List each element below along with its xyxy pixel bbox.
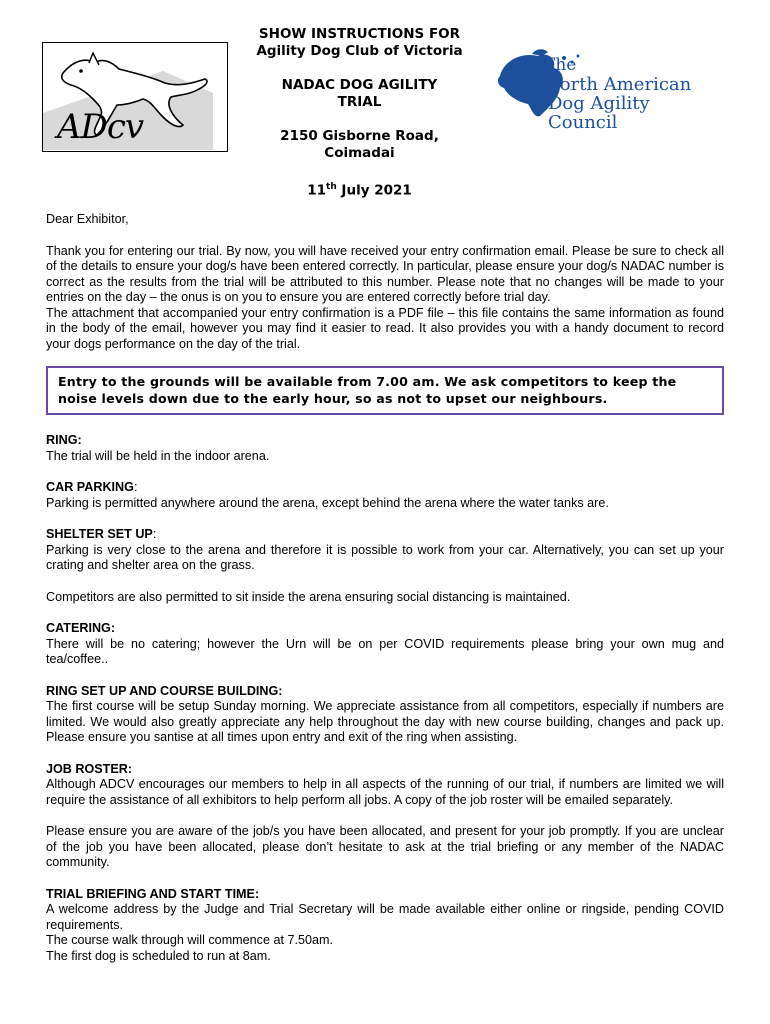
header-date: 11th July 2021 <box>307 182 412 199</box>
greeting: Dear Exhibitor, <box>46 212 129 226</box>
section-text: The trial will be held in the indoor arena. <box>46 448 270 463</box>
header-event: NADAC DOG AGILITY <box>281 77 438 93</box>
section-job-roster <box>46 762 724 809</box>
section-heading: JOB ROSTER: <box>46 761 133 776</box>
adcv-logo <box>42 42 228 152</box>
section-heading: TRIAL BRIEFING AND START TIME: <box>46 886 260 901</box>
section-job-roster-extra <box>46 824 724 871</box>
section-heading: CAR PARKING <box>46 480 134 494</box>
nadac-line-2: North American <box>544 74 692 95</box>
section-trial-briefing <box>46 887 724 965</box>
section-text: Although ADCV encourages our members to help in all aspects of the running of our trial, if numbers are limited we will require the assistance of all exhibitors to help perform all jobs. A copy of the job roster will be emailed separately. <box>46 777 724 807</box>
section-car-parking: CAR PARKING: Parking is permitted anywhere around the arena, except behind the arena where the water tanks are. <box>46 480 724 511</box>
section-heading: RING SET UP AND COURSE BUILDING: <box>46 683 283 698</box>
section-heading: CATERING: <box>46 621 116 635</box>
nadac-logo <box>492 46 722 133</box>
entry-notice-box: Entry to the grounds will be available from 7.00 am. We ask competitors to keep the noise levels down due to the early hour, so as not to upset our neighbours. <box>46 366 724 415</box>
section-text: A welcome address by the Judge and Trial Secretary will be made available either online or ringside, pending COVID requirements. <box>46 902 724 932</box>
section-text: Please ensure you are aware of the job/s you have been allocated, and present for your job promptly. If you are unclear of the job you have been allocated, please don’t hesitate to ask at the trial briefing or any member of the NADAC community. <box>46 824 724 869</box>
nadac-line-3: Dog Agility Council <box>548 93 650 133</box>
section-text: Competitors are also permitted to sit inside the arena ensuring social distancing is maintained. <box>46 589 571 604</box>
intro-paragraph-1: Thank you for entering our trial. By now, you will have received your entry confirmation email. Please be sure to check all of the details to ensure your dog/s have been entered correctly. In particular, please ensure your dog/s NADAC number is correct as the results from the trial will be attributed to this number. Please note that no changes will be made to your entries on the day – the onus is on you to ensure you are entered correctly before trial day. <box>46 243 724 304</box>
document-header <box>232 26 487 200</box>
intro-paragraph-2: The attachment that accompanied your entry confirmation is a PDF file – this file contains the same information as found in the body of the email, however you may find it easier to read. It also provides you with a handy document to record your dogs performance on the day of the trial. <box>46 305 724 351</box>
section-text: There will be no catering; however the Urn will be on per COVID requirements please bring your own mug and tea/coffee.. <box>46 636 724 666</box>
section-text: The first course will be setup Sunday morning. We appreciate assistance from all competitors, especially if numbers are limited. We would also greatly appreciate any help throughout the day with new course building, changes and pack up. Please ensure you santise at all times upon entry and exit of the ring when assisting. <box>46 699 724 744</box>
section-ring-setup <box>46 684 724 746</box>
header-event-2: TRIAL <box>337 94 382 110</box>
section-heading: SHELTER SET UP <box>46 527 153 541</box>
section-text: The first dog is scheduled to run at 8am. <box>46 948 271 963</box>
section-ring <box>46 433 724 464</box>
header-address: 2150 Gisborne Road, <box>280 128 439 144</box>
section-catering <box>46 621 724 668</box>
nadac-the: The <box>544 55 577 75</box>
section-shelter-extra <box>46 590 724 606</box>
section-text: Parking is very close to the arena and therefore it is possible to work from your car. Alternatively, you can set up your crating and shelter area on the grass. <box>46 542 724 572</box>
section-shelter: SHELTER SET UP: Parking is very close to the arena and therefore it is possible to work from your car. Alternatively, you can set up your crating and shelter area on the grass. <box>46 527 724 572</box>
header-club: Agility Dog Club of Victoria <box>256 43 463 59</box>
section-text: Parking is permitted anywhere around the arena, except behind the arena where the water tanks are. <box>46 495 609 510</box>
document-body <box>46 212 724 980</box>
header-locality: Coimadai <box>324 145 395 161</box>
header-title: SHOW INSTRUCTIONS FOR <box>258 26 461 42</box>
section-heading: RING: <box>46 433 82 447</box>
section-text: The course walk through will commence at 7.50am. <box>46 933 333 947</box>
adcv-logo-text: ADcv <box>57 107 144 147</box>
